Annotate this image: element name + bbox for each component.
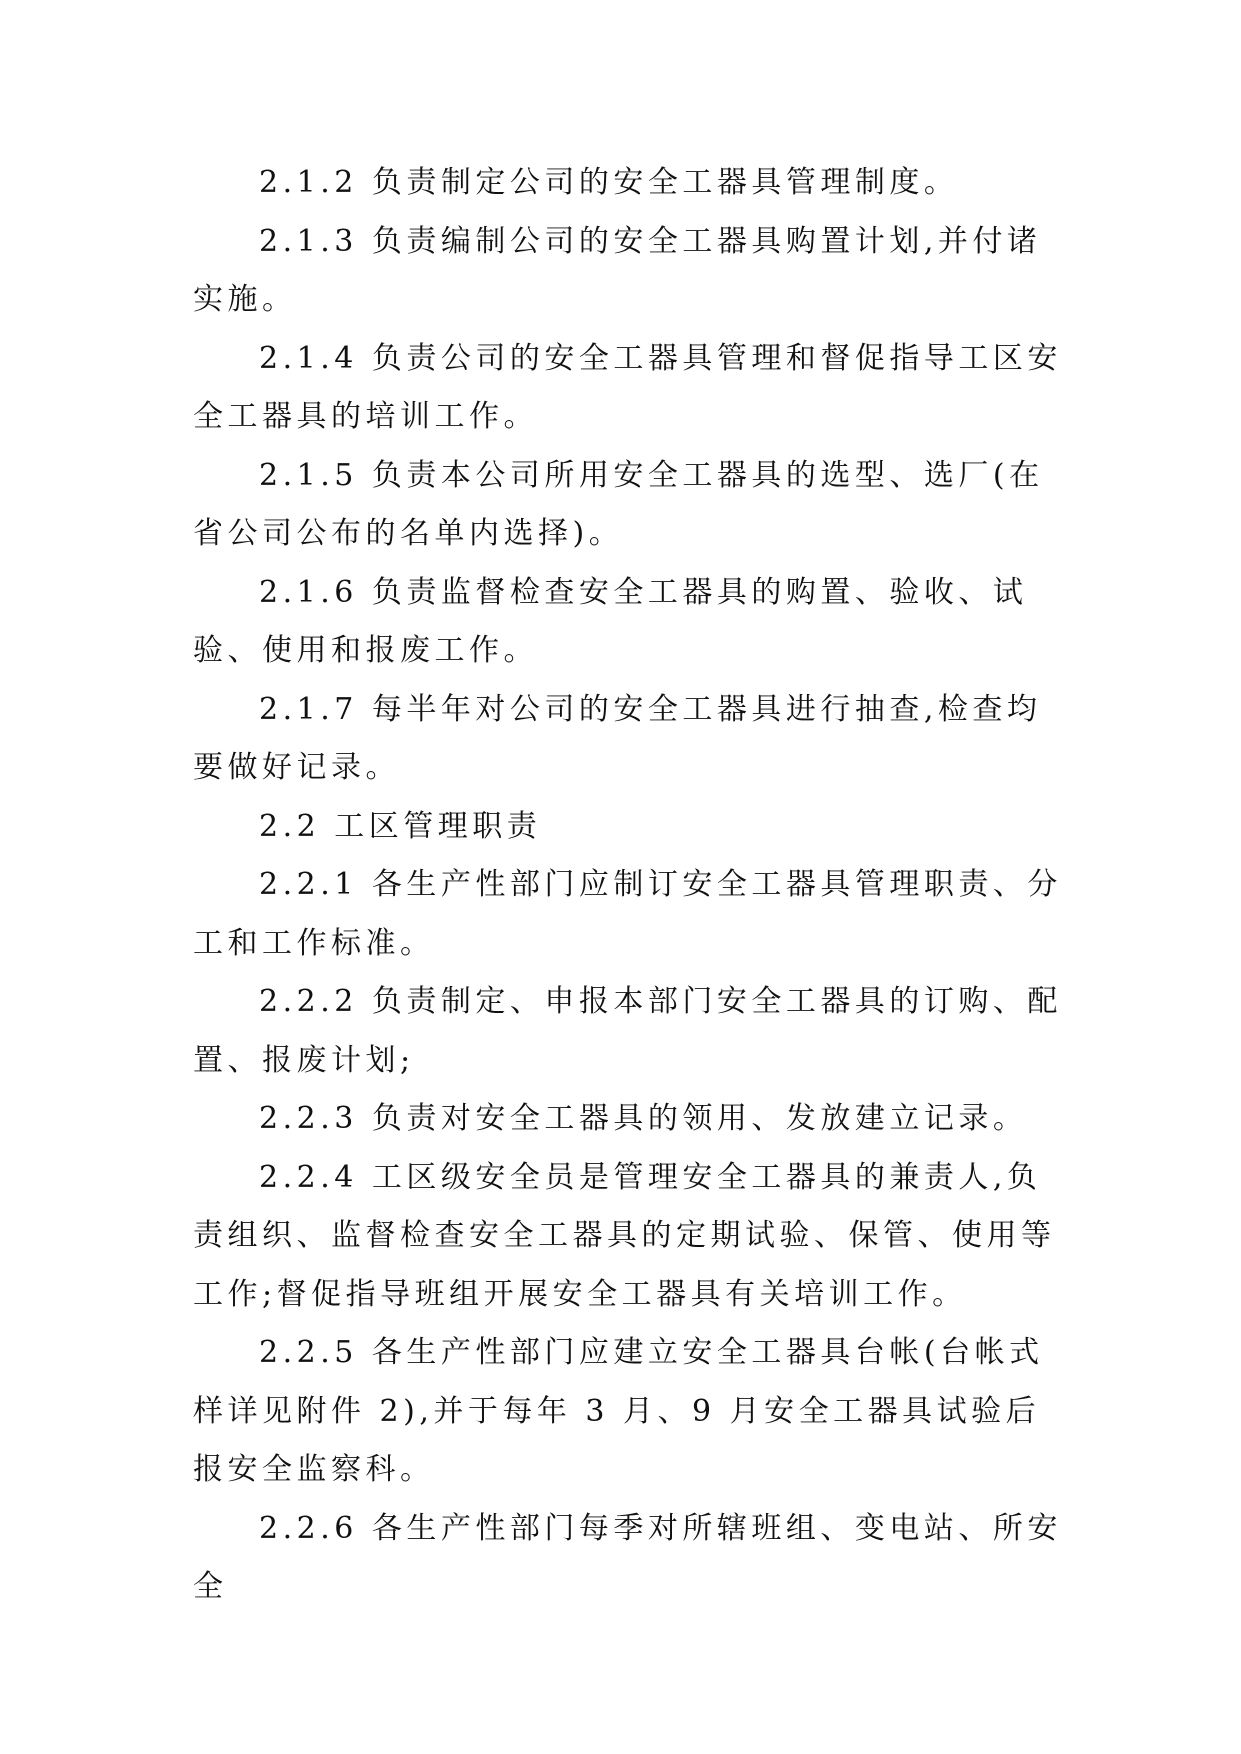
paragraph-2-1-6: 2.1.6 负责监督检查安全工器具的购置、验收、试验、使用和报废工作。: [193, 574, 1028, 668]
document-body: [193, 154, 1073, 1617]
paragraph-2-2-1: 2.2.1 各生产性部门应制订安全工器具管理职责、分工和工作标准。: [193, 867, 1062, 961]
paragraph-2-1-2: 2.1.2 负责制定公司的安全工器具管理制度。: [259, 165, 959, 200]
paragraph-2-2-5: 2.2.5 各生产性部门应建立安全工器具台帐(台帐式样详见附件 2),并于每年 3 月、9 月安全工器具试验后报安全监察科。: [193, 1335, 1044, 1487]
paragraph-2-2-4: 2.2.4 工区级安全员是管理安全工器具的兼责人,负责组织、监督检查安全工器具的定期试验、保管、使用等工作;督促指导班组开展安全工器具有关培训工作。: [193, 1159, 1056, 1312]
paragraph-2-2-2: 2.2.2 负责制定、申报本部门安全工器具的订购、配置、报废计划;: [193, 984, 1062, 1078]
paragraph-2-1-4: 2.1.4 负责公司的安全工器具管理和督促指导工区安全工器具的培训工作。: [193, 340, 1062, 434]
paragraph-2-2-6: 2.2.6 各生产性部门每季对所辖班组、变电站、所安全: [193, 1510, 1062, 1604]
paragraph-2-1-7: 2.1.7 每半年对公司的安全工器具进行抽查,检查均要做好记录。: [193, 691, 1042, 785]
paragraph-2-1-5: 2.1.5 负责本公司所用安全工器具的选型、选厂(在省公司公布的名单内选择)。: [193, 457, 1044, 551]
section-heading-2-2: 2.2 工区管理职责: [259, 808, 542, 844]
paragraph-2-2-3: 2.2.3 负责对安全工器具的领用、发放建立记录。: [259, 1101, 1028, 1136]
paragraph-2-1-3: 2.1.3 负责编制公司的安全工器具购置计划,并付诸实施。: [193, 223, 1042, 317]
